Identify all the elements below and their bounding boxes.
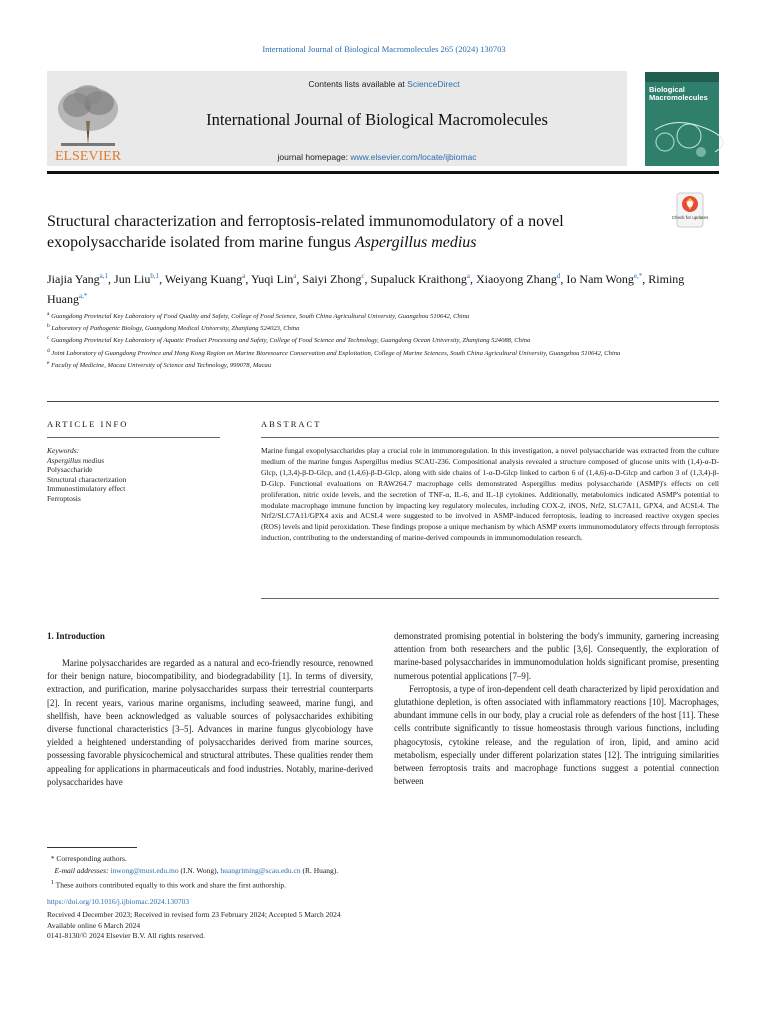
journal-homepage: journal homepage: www.elsevier.com/locate/ijbiomac [277,152,477,162]
affiliations [47,310,647,371]
keyword: Immunostimulatory effect [47,484,126,493]
author-affiliation-marker[interactable]: d [556,272,561,280]
author-affiliation-marker[interactable]: a [466,272,470,280]
affiliation: $^b$ Laboratory of Pathogenic Biology, Guangdong Medical University, Zhanjiang 524023, China [47,323,300,333]
abstract-bottom-rule [261,598,719,599]
body-column-left [47,657,373,789]
author-name[interactable]: Weiyang Kuang [164,272,243,286]
check-for-updates-badge[interactable] [671,192,709,228]
author-affiliation-marker[interactable]: c [361,272,365,280]
article-title: Structural characterization and ferroptosis-related immunomodulatory of a novel exopolysaccharide isolated from marine fungus Aspergillus medius [47,213,564,251]
abstract-text: Marine fungal exopolysaccharides play a crucial role in immunoregulation. In this investigation, a novel polysaccharide was extracted from the culture medium of the marine fungus Aspergillus medius SCAU-236. Compositional analysis revealed a structure composed of glucose units with (1,4)-α-D-Glcp, (1,3,4)-β-D-Glcp, and (1,4,6)-β-D-Glcp, along with side chains of 1-α-D-Glcp linked to carbon 6 of (1,4,6)-α-D-Glcp and carbon 3 of (1,3,4)-β-D-Glcp. Functional evaluations on RAW264.7 macrophage cells demonstrated Aspergillus medius polysaccharide (ASMP)'s effects on cell proliferation, nitric oxide levels, and the secretion of TNF-α, IL-6, and IL-1β cytokines. Additionally, metabolomics indicated ASMP's potential to modulate macrophage immune function by impacting key regulatory molecules, including COX-2, iNOS, Nrf2, SLC7A11, GPX4, and ACSL4. The Nrf2/SLC7A11/GPX4 axis and ACSL4 were suggested to be involved in ASMP-induced ferroptosis, leading to increased reactive oxygen species (ROS) levels and lipid peroxidation. These findings propose a unique mechanism by which ASMP exerts immunomodulatory effects through ferroptosis induction, contributing to the understanding of marine-derived compounds in immunomodulation research. [261,446,719,543]
affiliation: $^c$ Guangdong Provincial Key Laboratory of Aquatic Product Processing and Safety, College of Food Science and Technology, Guangdong Ocean University, Zhanjiang 524088, China [47,335,531,345]
paragraph: Ferroptosis, a type of iron-dependent cell death characterized by lipid peroxidation and glutathione depletion, is often associated with inflammatory reactions [10]. Macrophages, abundant immune cells in our body, play a crucial role as defenders of the host [11]. These cells contribute significantly to tissue homeostasis through various functions, including phagocytosis, cytokine release, and the regulation of iron, lipid, and amino acid metabolism, especially under different polarization states [12]. The intriguing similarities between ferroptosis traits and macrophage functions suggest a potential connection between [394,683,719,787]
affiliation: $^e$ Faculty of Medicine, Macau University of Science and Technology, 999078, Macau [47,359,272,369]
author-affiliation-marker[interactable]: a [242,272,246,280]
email-note: E-mail addresses: inwong@must.edu.mo (I.N. Wong), huangriming@scau.edu.cn (R. Huang). [54,866,339,875]
journal-title: International Journal of Biological Macromolecules [206,110,548,129]
publication-history: Received 4 December 2023; Received in revised form 23 February 2024; Accepted 5 March 2024 Available online 6 March 2024 0141-8130/© 2024 Elsevier B.V. All rights reserved. [47,910,341,940]
cover-title: Biological Macromolecules [649,85,708,102]
paragraph: demonstrated promising potential in bolstering the body's immunity, garnering increasing attention from both researchers and the public [3,6]. Consequently, the exploration of marine-based polysaccharides in immunomodulation holds significant promise, presenting numerous potential applications [7–9]. [394,631,719,681]
author-affiliation-marker[interactable]: a [293,272,297,280]
corresponding-note: * Corresponding authors. [47,854,127,863]
article-info-rule [47,437,220,438]
article-info-heading: ARTICLE INFO [47,419,129,429]
footnotes [47,853,547,892]
keywords-block [47,446,227,503]
author-name[interactable]: Saiyi Zhong [302,272,362,286]
email-link[interactable]: inwong@must.edu.mo [110,866,179,875]
sciencedirect-link[interactable]: ScienceDirect [407,79,460,89]
header-rule [47,171,719,174]
journal-citation[interactable]: International Journal of Biological Macromolecules 265 (2024) 130703 [262,44,506,54]
keywords-heading: Keywords: [47,446,80,455]
affiliation: $^d$ Joint Laboratory of Guangdong Province and Hong Kong Region on Marine Bioresource Conservation and Exploitation, College of Marine Sciences, South China Agricultural University, Guangzhou 510642, China [47,347,621,357]
author-list: Jiajia Yang$^{a,1}$, Jun Liu$^{b,1}$, Weiyang Kuang$^a$, Yuqi Lin$^a$, Saiyi Zhong$^c$, Supaluck Kraithong$^a$, Xiaoyong Zhang$^d$, Io Nam Wong$^{e,*}$, Riming Huang$^{a,*}$ [47,272,685,306]
affiliation: $^a$ Guangdong Provincial Key Laboratory of Food Quality and Safety, College of Food Science, South China Agricultural University, Guangzhou 510642, China [47,311,470,321]
author-name[interactable]: Jun Liu [114,272,151,286]
author-name[interactable]: Riming Huang [47,272,685,306]
abstract-rule [261,437,719,438]
body-column-right [394,630,719,788]
keyword: Polysaccharide [47,465,93,474]
homepage-link[interactable]: www.elsevier.com/locate/ijbiomac [350,152,477,162]
contents-line: Contents lists available at ScienceDirect [308,79,460,89]
footnote-rule [47,847,137,848]
email-link[interactable]: huangriming@scau.edu.cn [220,866,301,875]
elsevier-wordmark: ELSEVIER [54,149,122,164]
paragraph: Marine polysaccharides are regarded as a natural and eco-friendly resource, renowned for their benign nature, biocompatibility, and biodegradability [1]. In terms of diversity, extraction, and purification, marine polysaccharides surpass their terrestrial counterparts [2]. In recent years, various marine organisms, including seaweed, marine fungi, and shellfish, have been acknowledged as valuable sources of polysaccharides exhibiting diverse functional characteristics [3–5]. Advances in marine fungus glycobiology have yielded a heightened understanding of polysaccharides derived from marine sources, possessing favorable physicochemical and structural attributes. These qualities render them appealing for applications in pharmaceuticals and food industries. Notably, marine-derived polysaccharides have [47,658,373,787]
section-rule [47,401,719,402]
journal-cover-thumbnail[interactable] [645,72,719,166]
keyword: Ferroptosis [47,493,81,503]
author-name[interactable]: Supaluck Kraithong [370,272,467,286]
keyword: Structural characterization [47,474,127,484]
doi-link[interactable]: https://doi.org/10.1016/j.ijbiomac.2024.130703 [47,897,190,906]
author-name[interactable]: Xiaoyong Zhang [475,272,557,286]
introduction-heading: 1. Introduction [47,631,105,641]
author-name[interactable]: Jiajia Yang [47,272,100,286]
equal-contribution-note: $^1$ These authors contributed equally to this work and share the first authorship. [50,879,286,890]
abstract-heading: ABSTRACT [261,419,322,429]
author-name[interactable]: Yuqi Lin [250,272,294,286]
crossmark-label: Check for updates [671,215,709,220]
author-affiliation-marker[interactable]: e,* [633,272,643,280]
keyword: Aspergillus medius [47,455,105,465]
author-affiliation-marker[interactable]: a,* [79,292,88,300]
author-name[interactable]: Io Nam Wong [566,272,634,286]
author-affiliation-marker[interactable]: b,1 [150,272,160,280]
author-affiliation-marker[interactable]: a,1 [99,272,109,280]
